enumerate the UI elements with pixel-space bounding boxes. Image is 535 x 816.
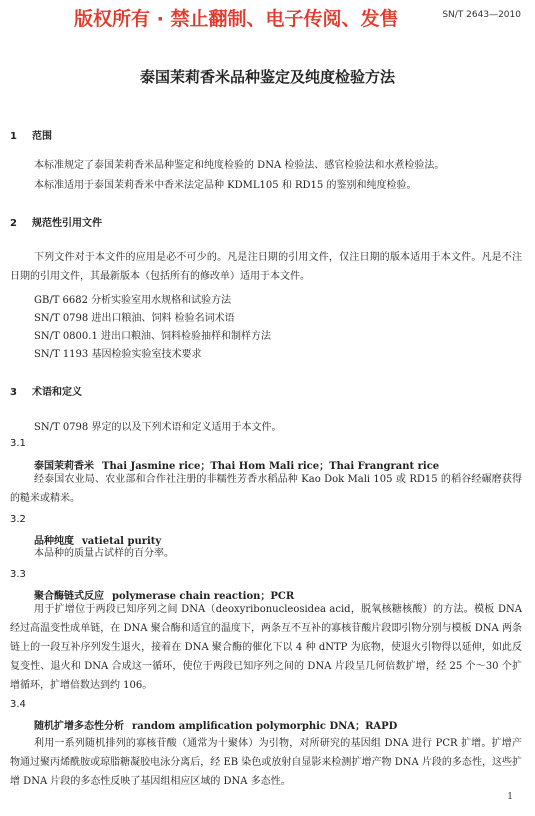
section-title: 术语和定义 <box>32 387 82 398</box>
document-title: 泰国茉莉香米品种鉴定及纯度检验方法 <box>139 68 395 86</box>
section-1-heading <box>10 127 52 142</box>
term-english: vatietal purity <box>82 536 162 547</box>
copyright-watermark: 版权所有 · 禁止翻制、电子传阅、发售 <box>74 8 399 30</box>
section-1-paragraph-2: 本标准适用于泰国茉莉香米中香米法定品种 KDML105 和 RD15 的鉴别和纯度检验。 <box>34 180 417 191</box>
term-definition: 本品种的质量占试样的百分率。 <box>34 548 174 559</box>
term-chinese: 泰国茉莉香米 <box>34 461 94 472</box>
term-number: 3.3 <box>10 569 26 580</box>
term-number: 3.4 <box>10 699 26 710</box>
term-number: 3.1 <box>10 438 26 449</box>
section-2-paragraph-1: 下列文件对于本文件的应用是必不可少的。凡是注日期的引用文件，仅注日期的版本适用于本文件。凡是不注日期的引用文件，其最新版本（包括所有的修改单）适用于本文件。 <box>10 252 522 282</box>
reference-item: SN/T 0800.1 进出口粮油、饲料检验抽样和制样方法 <box>34 331 271 342</box>
term-english: Thai Jasmine rice；Thai Hom Mali rice；Thai Frangrant rice <box>102 461 440 472</box>
term-heading <box>34 717 397 732</box>
section-2-heading <box>10 214 102 229</box>
section-title: 范围 <box>32 131 52 142</box>
term-english: polymerase chain reaction；PCR <box>112 591 295 602</box>
section-3-heading <box>10 383 82 398</box>
term-chinese: 聚合酶链式反应 <box>34 591 104 602</box>
section-number: 3 <box>10 387 17 398</box>
term-definition: 利用一系列随机排列的寡核苷酸（通常为十聚体）为引物，对所研究的基因组 DNA 进行 PCR 扩增。扩增产物通过聚丙烯酰胺或琼脂糖凝胶电泳分离后，经 EB 染色或放射自显影来检测扩增产物 DNA 片段的多态性，这些扩增 DNA 片段的多态性反映了基因组相应区域的 DNA 多态性。 <box>10 738 522 787</box>
section-3-intro: SN/T 0798 界定的以及下列术语和定义适用于本文件。 <box>34 422 282 433</box>
term-chinese: 随机扩增多态性分析 <box>34 721 124 732</box>
term-definition: 用于扩增位于两段已知序列之间 DNA（deoxyribonucleosidea acid，脱氧核糖核酸）的方法。模板 DNA 经过高温变性成单链，在 DNA 聚合酶和适宜的温度下，两条互不互补的寡核苷酸片段即引物分别与模板 DNA 两条链上的一段互补序列发生退火，接着在 DNA 聚合酶的催化下以 4 种 dNTP 为底物，使退火引物得以延伸，如此反复变性、退火和 DNA 合成这一循环，使位于两段已知序列之间的 DNA 片段呈几何倍数扩增，经 25 个～30 个扩增循环，扩增倍数达到约 106。 <box>10 604 522 691</box>
term-definition: 经泰国农业局、农业部和合作社注册的非糯性芳香水稻品种 Kao Dok Mali 105 或 RD15 的稻谷经碾磨获得的糙米或精米。 <box>10 474 522 504</box>
term-english: random amplification polymorphic DNA；RAPD <box>132 721 398 732</box>
reference-item: GB/T 6682 分析实验室用水规格和试验方法 <box>34 295 232 306</box>
term-chinese: 品种纯度 <box>34 536 74 547</box>
section-title: 规范性引用文件 <box>32 218 102 229</box>
term-number: 3.2 <box>10 514 26 525</box>
reference-item: SN/T 1193 基因检验实验室技术要求 <box>34 349 202 360</box>
section-1-paragraph-1: 本标准规定了泰国茉莉香米品种鉴定和纯度检验的 DNA 检验法、感官检验法和水煮检验法。 <box>34 160 445 171</box>
reference-item: SN/T 0798 进出口粮油、饲料 检验名词术语 <box>34 313 235 324</box>
section-number: 2 <box>10 218 17 229</box>
section-number: 1 <box>10 131 17 142</box>
standard-code: SN/T 2643—2010 <box>442 10 521 20</box>
page-number: 1 <box>507 792 513 802</box>
